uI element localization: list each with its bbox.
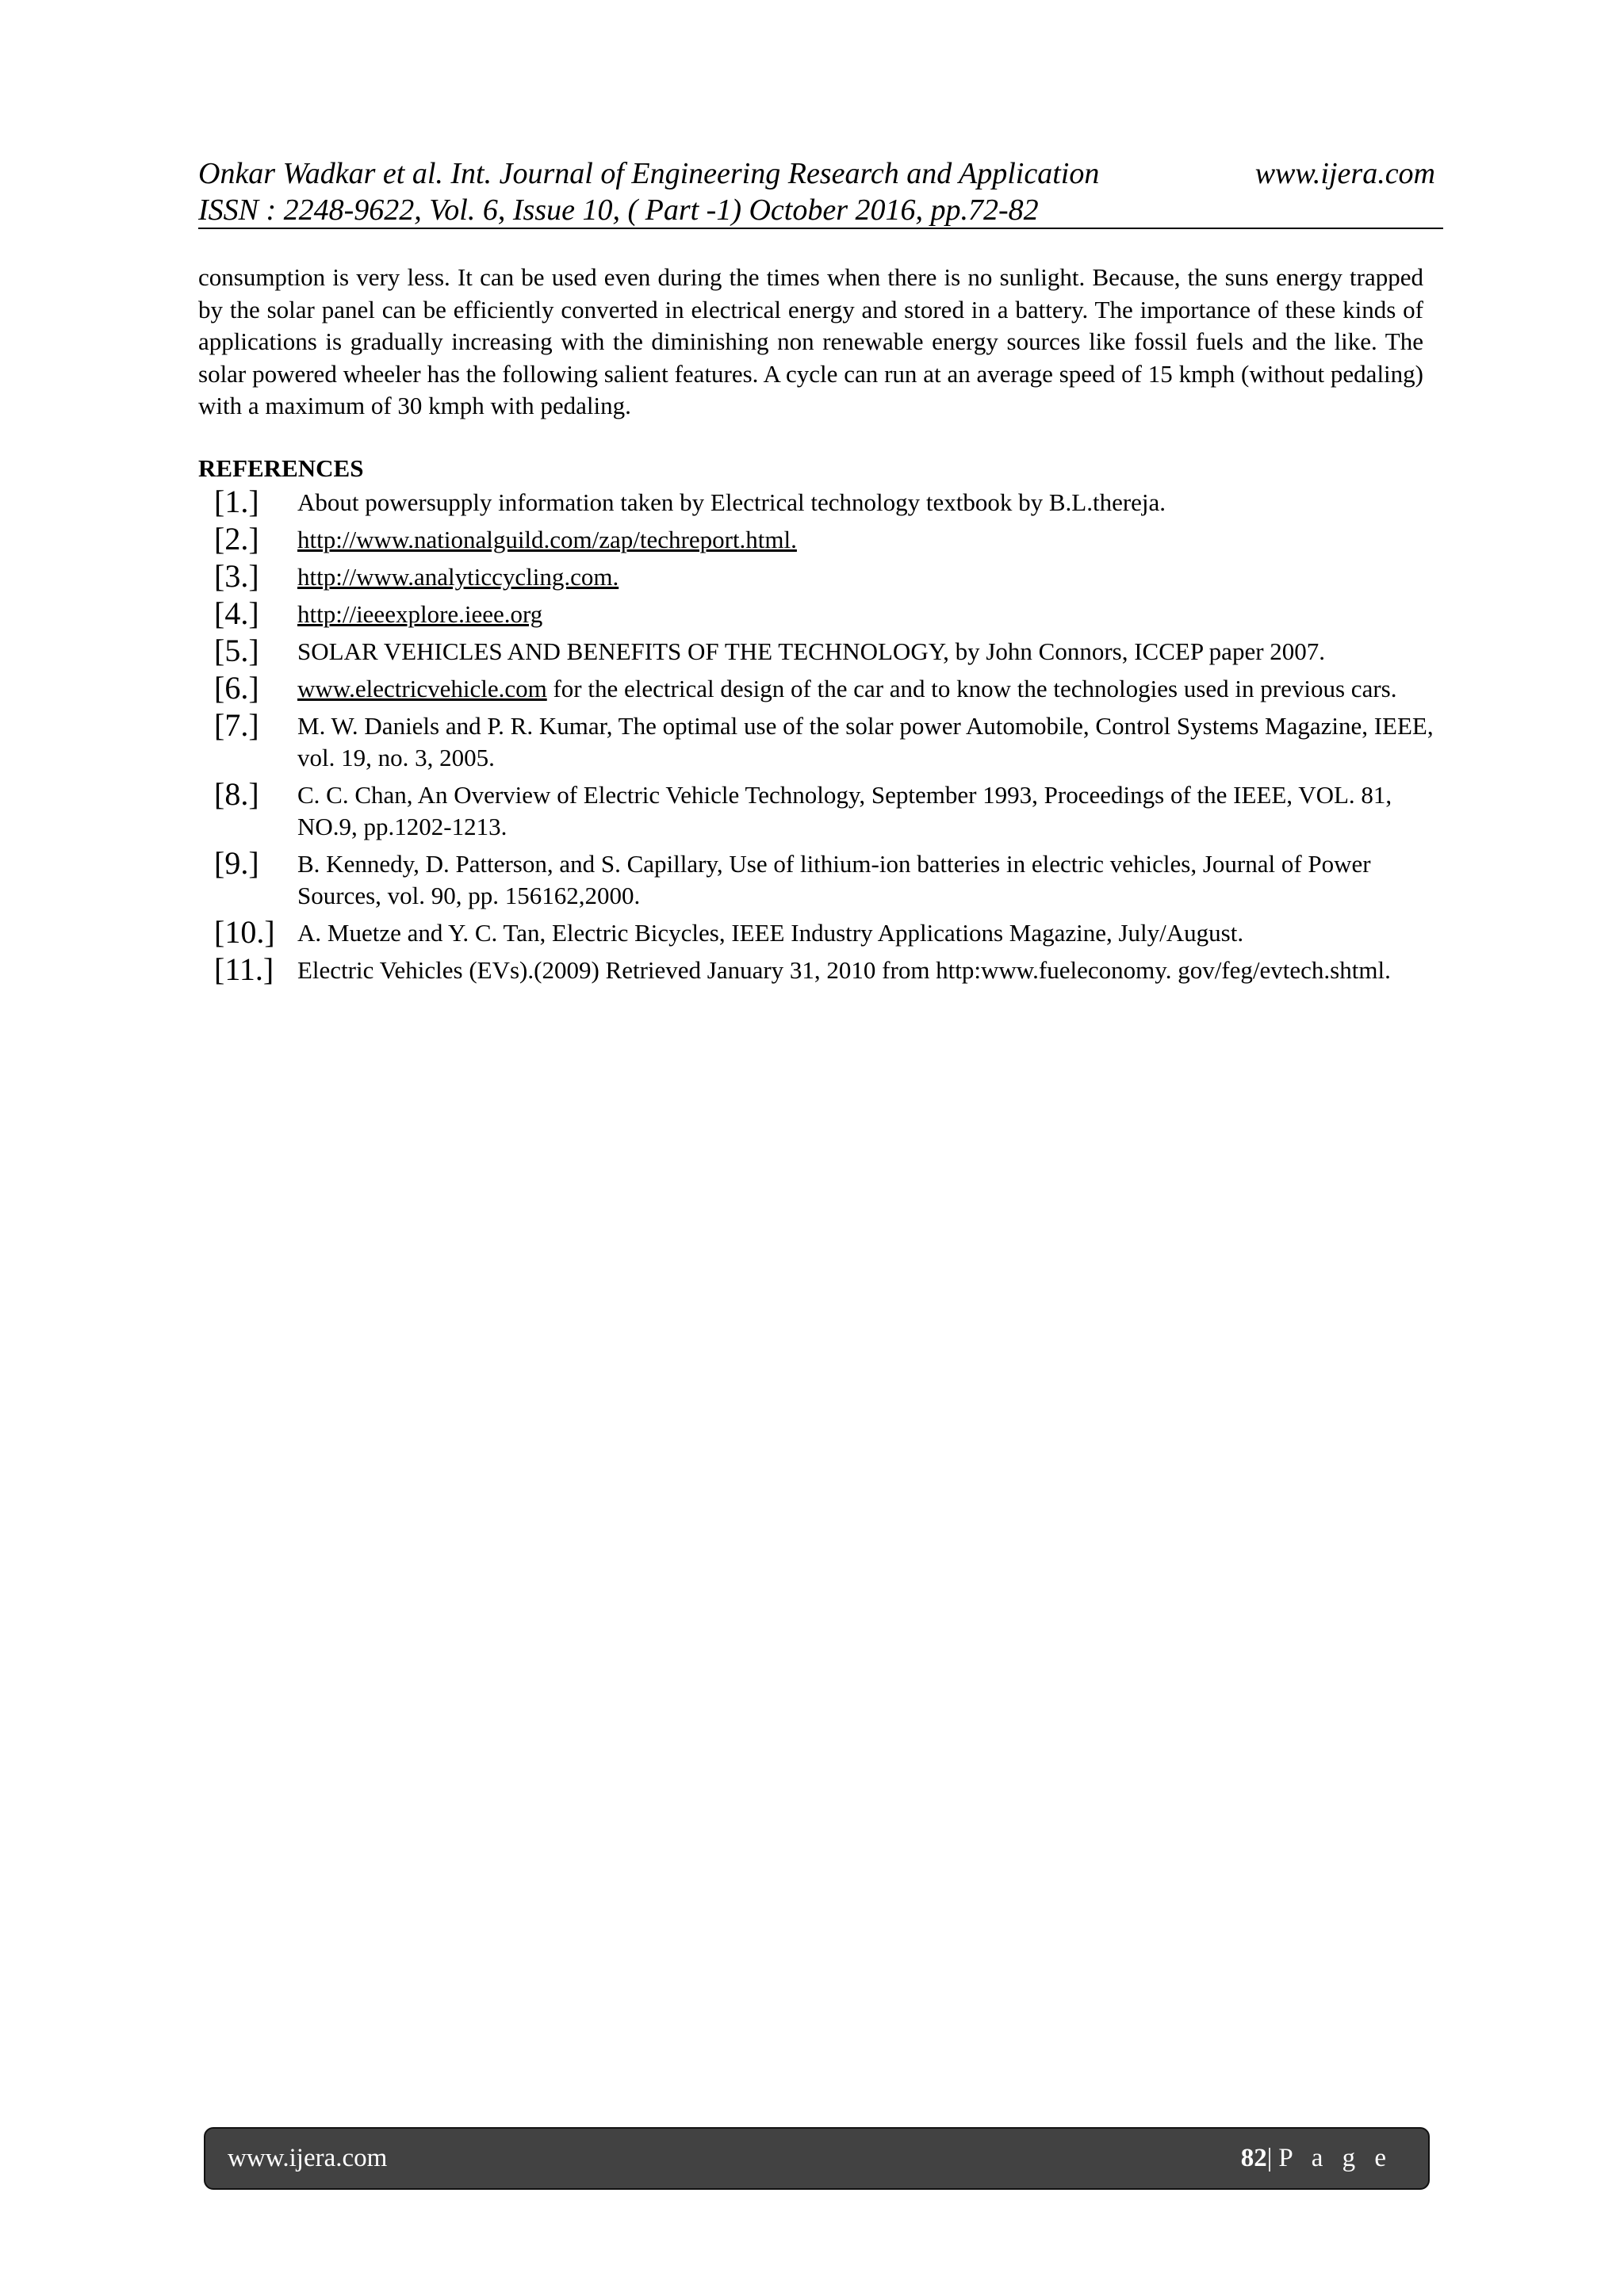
references-list [214, 485, 1435, 990]
references-heading: REFERENCES [198, 454, 364, 482]
body-paragraph: consumption is very less. It can be used even during the times when there is no sunlight. Because, the suns energy trapped by the solar panel can be efficiently converted in electrical energy and stored in a battery. The importance of these kinds of applications is gradually increasing with the diminishing non renewable energy sources like fossil fuels and the like. The solar powered wheeler has the following salient features. A cycle can run at an average speed of 15 kmph (without pedaling) with a maximum of 30 kmph with pedaling. [198, 263, 1423, 419]
reference-link[interactable]: http://ieeexplore.ieee.org [297, 600, 543, 628]
reference-number: [5.] [214, 633, 259, 668]
journal-website-link[interactable]: www.ijera.com [1254, 157, 1435, 190]
reference-number: [4.] [214, 595, 259, 631]
reference-number: [1.] [214, 484, 259, 519]
reference-text: C. C. Chan, An Overview of Electric Vehicle Technology, September 1993, Proceedings of the IEEE, VOL. 81, NO.9, pp.1202-1213. [297, 781, 1392, 840]
reference-number: [10.] [214, 914, 275, 950]
page-footer [204, 2127, 1430, 2190]
issn-line: ISSN : 2248-9622, Vol. 6, Issue 10, ( Part -1) October 2016, pp.72-82 [198, 193, 1039, 227]
running-header [198, 155, 1443, 228]
reference-number: [7.] [214, 707, 259, 743]
reference-link[interactable]: www.electricvehicle.com [297, 675, 547, 702]
reference-text: About powersupply information taken by Electrical technology textbook by B.L.thereja. [297, 488, 1166, 516]
reference-number: [6.] [214, 670, 259, 706]
page-label: |P a g e [1266, 2144, 1392, 2172]
reference-link[interactable]: http://www.analyticcycling.com. [297, 563, 619, 591]
reference-link[interactable]: http://www.nationalguild.com/zap/techreport.html. [297, 526, 797, 553]
reference-text: SOLAR VEHICLES AND BENEFITS OF THE TECHNOLOGY, by John Connors, ICCEP paper 2007. [297, 637, 1326, 665]
header-divider [198, 228, 1443, 229]
page-number [1241, 2144, 1392, 2173]
reference-item [214, 560, 1435, 593]
reference-item [214, 778, 1435, 843]
reference-number: [2.] [214, 521, 259, 557]
reference-item [214, 597, 1435, 630]
reference-item [214, 672, 1435, 705]
journal-title: Onkar Wadkar et al. Int. Journal of Engineering Research and Application [198, 157, 1100, 190]
reference-number: [3.] [214, 558, 259, 594]
reference-text: A. Muetze and Y. C. Tan, Electric Bicycles, IEEE Industry Applications Magazine, July/August. [297, 919, 1244, 947]
reference-item [214, 485, 1435, 519]
reference-item [214, 847, 1435, 912]
reference-item [214, 953, 1435, 986]
reference-item [214, 522, 1435, 556]
reference-item [214, 916, 1435, 949]
reference-item [214, 709, 1435, 774]
reference-number: [9.] [214, 845, 259, 881]
reference-number: [8.] [214, 776, 259, 812]
reference-text: Electric Vehicles (EVs).(2009) Retrieved January 31, 2010 from http:www.fueleconomy. gov/feg/evtech.shtml. [297, 956, 1391, 984]
reference-item [214, 634, 1435, 668]
reference-number: [11.] [214, 951, 274, 987]
footer-website-link[interactable]: www.ijera.com [228, 2144, 388, 2172]
reference-text: M. W. Daniels and P. R. Kumar, The optimal use of the solar power Automobile, Control Systems Magazine, IEEE, vol. 19, no. 3, 2005. [297, 712, 1434, 771]
reference-text: B. Kennedy, D. Patterson, and S. Capillary, Use of lithium-ion batteries in electric vehicles, Journal of Power Sources, vol. 90, pp. 156162,2000. [297, 850, 1371, 909]
page-number-value: 82 [1240, 2144, 1267, 2172]
reference-text: for the electrical design of the car and to know the technologies used in previous cars. [546, 675, 1397, 702]
